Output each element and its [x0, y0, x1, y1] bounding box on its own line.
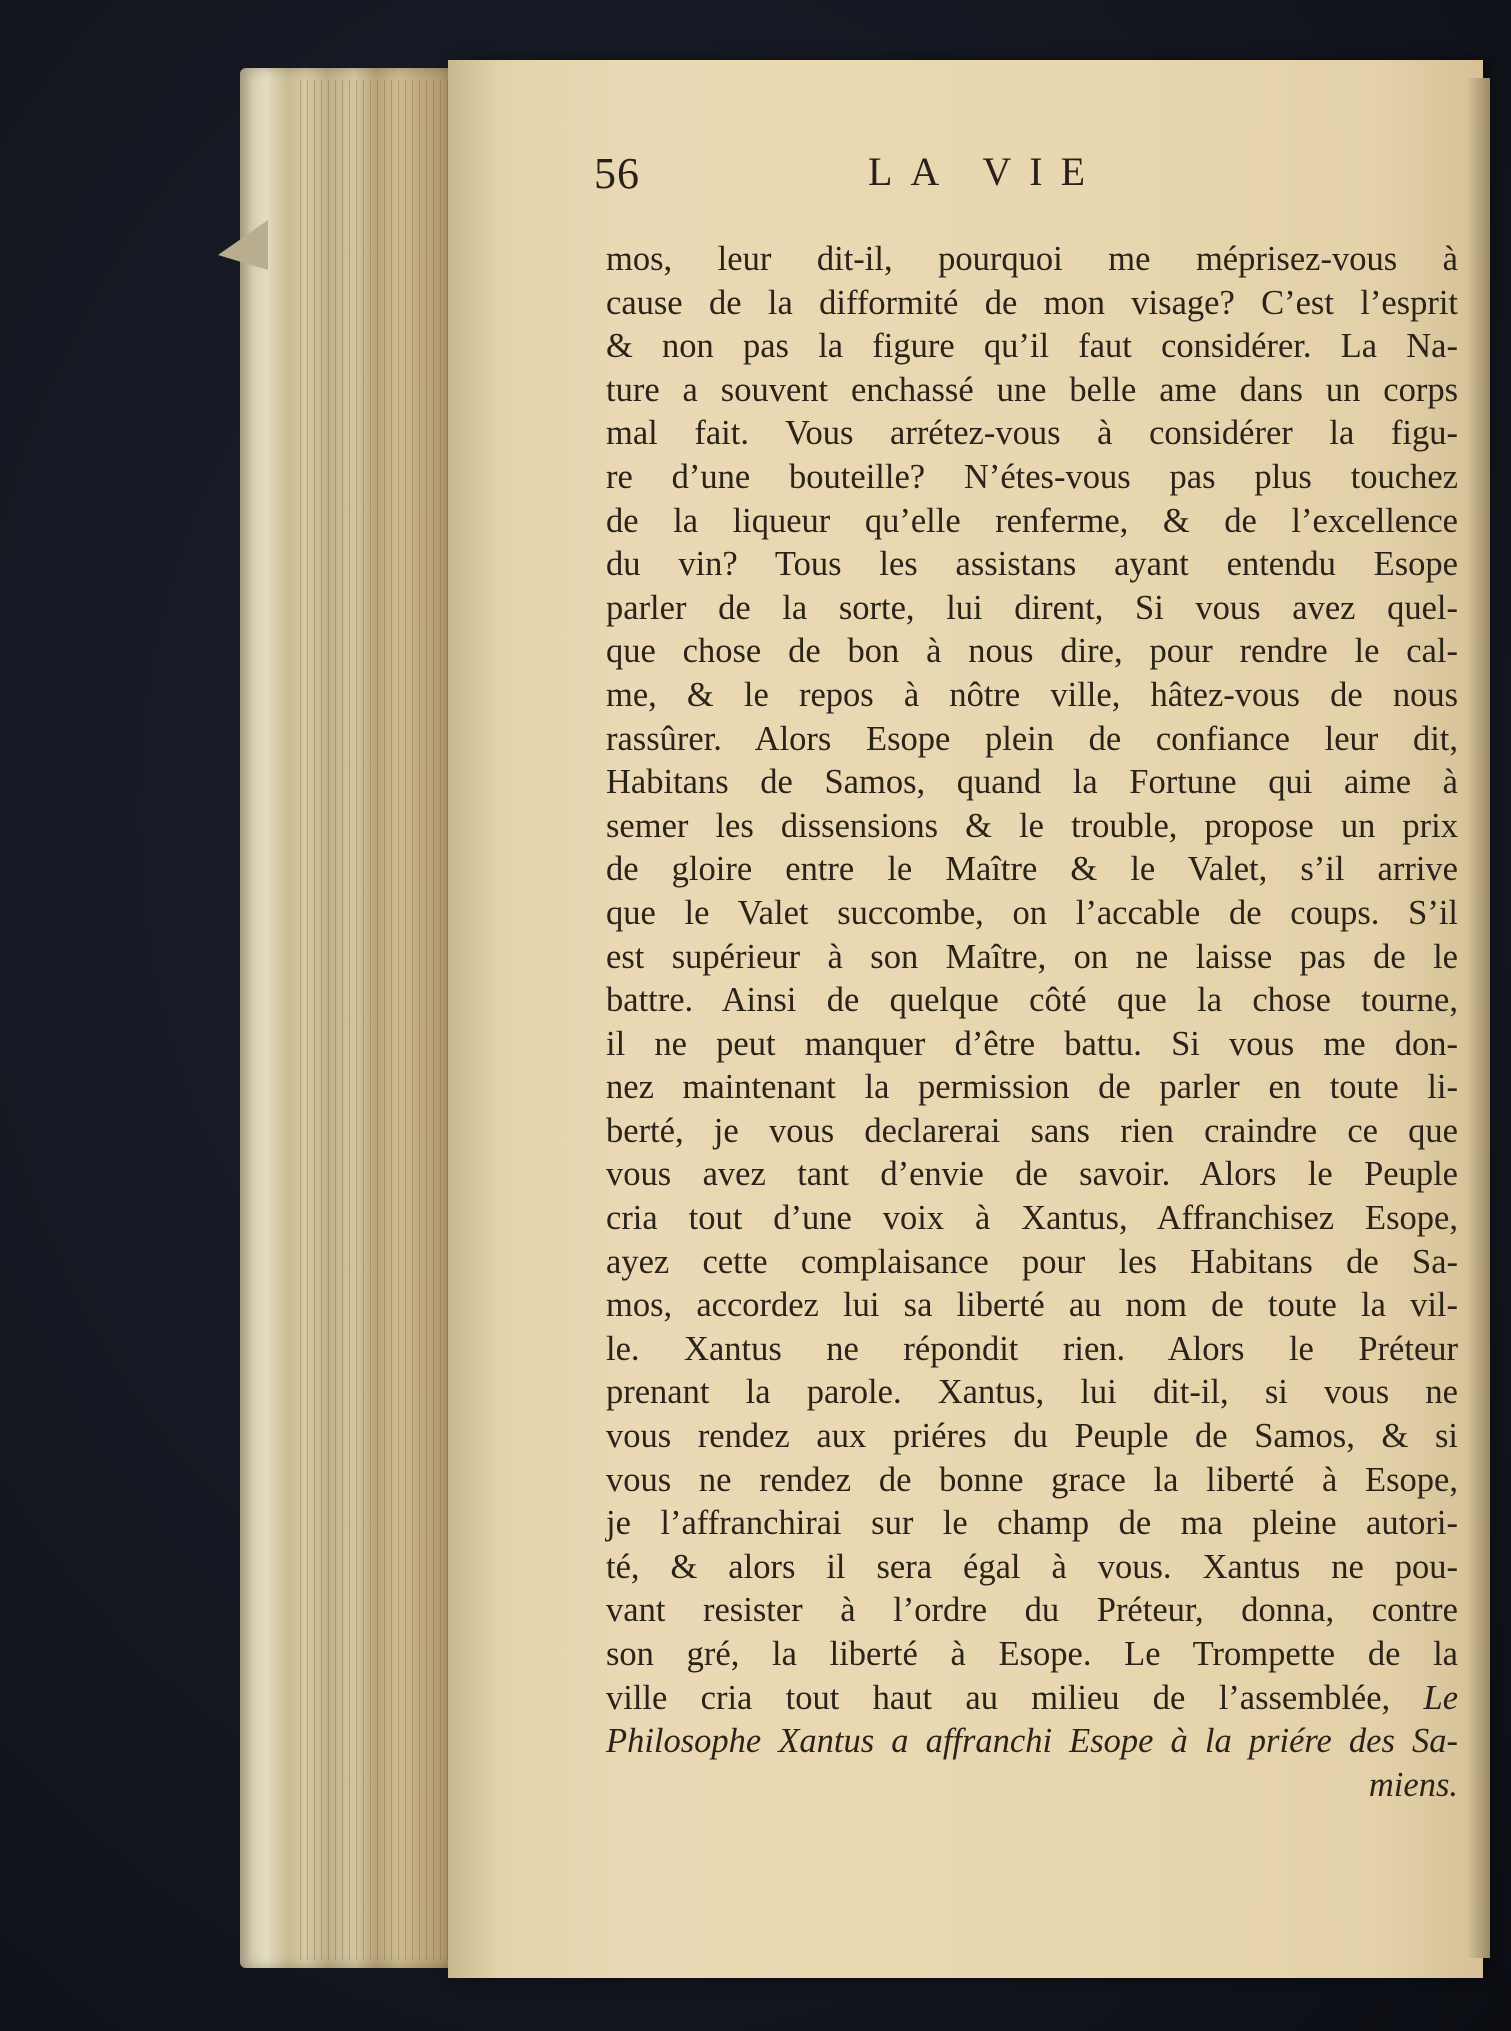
page-right-edge — [1466, 78, 1490, 1958]
text-line: vant resister à l’ordre du Préteur, donna, contre — [606, 1591, 1458, 1630]
text-line: mos, accordez lui sa liberté au nom de toute la vil- — [606, 1286, 1458, 1325]
text-line: le. Xantus ne répondit rien. Alors le Préteur — [606, 1329, 1458, 1368]
text-line: que le Valet succombe, on l’accable de coups. S’il — [606, 893, 1458, 932]
text-line: que chose de bon à nous dire, pour rendre le cal- — [606, 632, 1458, 671]
page-number: 56 — [594, 149, 640, 198]
body-text — [606, 238, 1458, 1807]
text-line: cria tout d’une voix à Xantus, Affranchisez Esope, — [606, 1199, 1458, 1238]
text-line: nez maintenant la permission de parler en toute li- — [606, 1068, 1458, 1107]
text-line-mixed — [606, 1677, 1458, 1721]
page-leaves-texture — [300, 80, 450, 1960]
text-line: vous rendez aux priéres du Peuple de Samos, & si — [606, 1417, 1458, 1456]
text-line: re d’une bouteille? N’étes-vous pas plus touchez — [606, 457, 1458, 496]
text-line-italic-part: Le — [1423, 1678, 1459, 1717]
text-line: vous avez tant d’envie de savoir. Alors le Peuple — [606, 1155, 1458, 1194]
text-line: ture a souvent enchassé une belle ame dans un corps — [606, 370, 1458, 409]
text-line: ayez cette complaisance pour les Habitans de Sa- — [606, 1242, 1458, 1281]
page-header — [0, 148, 1511, 208]
text-line: battre. Ainsi de quelque côté que la chose tourne, — [606, 981, 1458, 1020]
text-line: du vin? Tous les assistans ayant entendu Esope — [606, 545, 1458, 584]
text-line: rassûrer. Alors Esope plein de confiance leur dit, — [606, 719, 1458, 758]
text-line: cause de la difformité de mon visage? C’est l’esprit — [606, 283, 1458, 322]
text-line-roman-part: ville cria tout haut au milieu de l’assemblée, — [606, 1678, 1391, 1717]
text-line: me, & le repos à nôtre ville, hâtez-vous de nous — [606, 675, 1458, 714]
italic-text-line: Philosophe Xantus a affranchi Esope à la priére des Sa- — [606, 1722, 1458, 1761]
text-line: de la liqueur qu’elle renferme, & de l’excellence — [606, 501, 1458, 540]
running-head-title: LA VIE — [868, 149, 1104, 194]
text-line: Habitans de Samos, quand la Fortune qui aime à — [606, 763, 1458, 802]
italic-final-word: miens. — [1368, 1765, 1458, 1804]
text-line: té, & alors il sera égal à vous. Xantus ne pou- — [606, 1547, 1458, 1586]
text-line: de gloire entre le Maître & le Valet, s’il arrive — [606, 850, 1458, 889]
text-line: & non pas la figure qu’il faut considérer. La Na- — [606, 327, 1458, 366]
text-line: prenant la parole. Xantus, lui dit-il, si vous ne — [606, 1373, 1458, 1412]
text-line: berté, je vous declarerai sans rien craindre ce que — [606, 1111, 1458, 1150]
text-line: parler de la sorte, lui dirent, Si vous avez quel- — [606, 588, 1458, 627]
text-line: mos, leur dit-il, pourquoi me méprisez-vous à — [606, 240, 1458, 278]
text-line: son gré, la liberté à Esope. Le Trompette de la — [606, 1635, 1458, 1673]
text-line: il ne peut manquer d’être battu. Si vous me don- — [606, 1024, 1458, 1063]
text-line: mal fait. Vous arrétez-vous à considérer la figu- — [606, 414, 1458, 453]
text-line: vous ne rendez de bonne grace la liberté à Esope, — [606, 1460, 1458, 1499]
text-line: je l’affranchirai sur le champ de ma pleine autori- — [606, 1504, 1458, 1543]
text-line: est supérieur à son Maître, on ne laisse pas de le — [606, 937, 1458, 976]
text-line: semer les dissensions & le trouble, propose un prix — [606, 806, 1458, 845]
